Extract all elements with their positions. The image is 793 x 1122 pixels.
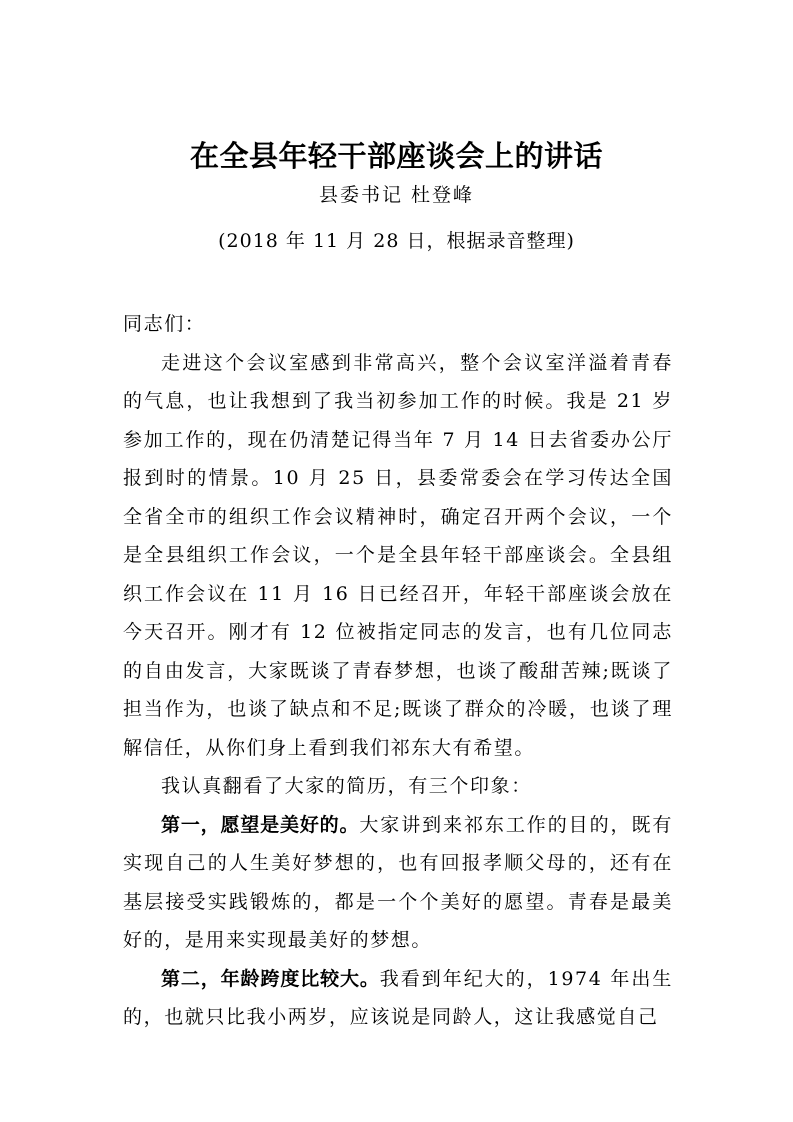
paragraph-impressions-intro [123, 767, 673, 806]
paragraph-opening [123, 344, 673, 768]
greeting: 同志们： [123, 313, 206, 335]
document-title: 在全县年轻干部座谈会上的讲话 [189, 139, 603, 173]
document-author: 县委书记 杜登峰 [318, 184, 475, 206]
document-body [123, 305, 673, 1037]
paragraph-lead-heading: 第一，愿望是美好的。 [161, 813, 360, 836]
paragraph-second-point [123, 960, 673, 1037]
paragraph-lead-heading: 第二，年龄跨度比较大。 [161, 967, 380, 990]
paragraph-first-point [123, 806, 673, 960]
paragraph-text: 我看到年纪大的，1974 年出生的，也就只比我小两岁，应该说是同龄人，这让我感觉自己 [123, 967, 673, 1028]
paragraph-text: 大家讲到来祁东工作的目的，既有实现自己的人生美好梦想的，也有回报孝顺父母的，还有在基层接受实践锻炼的，都是一个个美好的愿望。青春是最美好的，是用来实现最美好的梦想。 [123, 813, 673, 951]
paragraph-text: 走进这个会议室感到非常高兴，整个会议室洋溢着青春的气息，也让我想到了我当初参加工作的时候。我是 21 岁参加工作的，现在仍清楚记得当年 7 月 14 日去省委办公厅报到时的情景。10 月 25 日，县委常委会在学习传达全国全省全市的组织工作会议精神时，确定召开两个会议，一个是全县组织工作会议，一个是全县年轻干部座谈会。全县组织工作会议在 11 月 16 日已经召开，年轻干部座谈会放在今天召开。刚才有 12 位被指定同志的发言，也有几位同志的自由发言，大家既谈了青春梦想，也谈了酸甜苦辣;既谈了担当作为，也谈了缺点和不足;既谈了群众的冷暖，也谈了理解信任，从你们身上看到我们祁东大有希望。 [123, 351, 673, 759]
paragraph-text: 我认真翻看了大家的简历，有三个印象： [161, 775, 532, 797]
document-date-note: (2018 年 11 月 28 日，根据录音整理) [218, 230, 575, 252]
